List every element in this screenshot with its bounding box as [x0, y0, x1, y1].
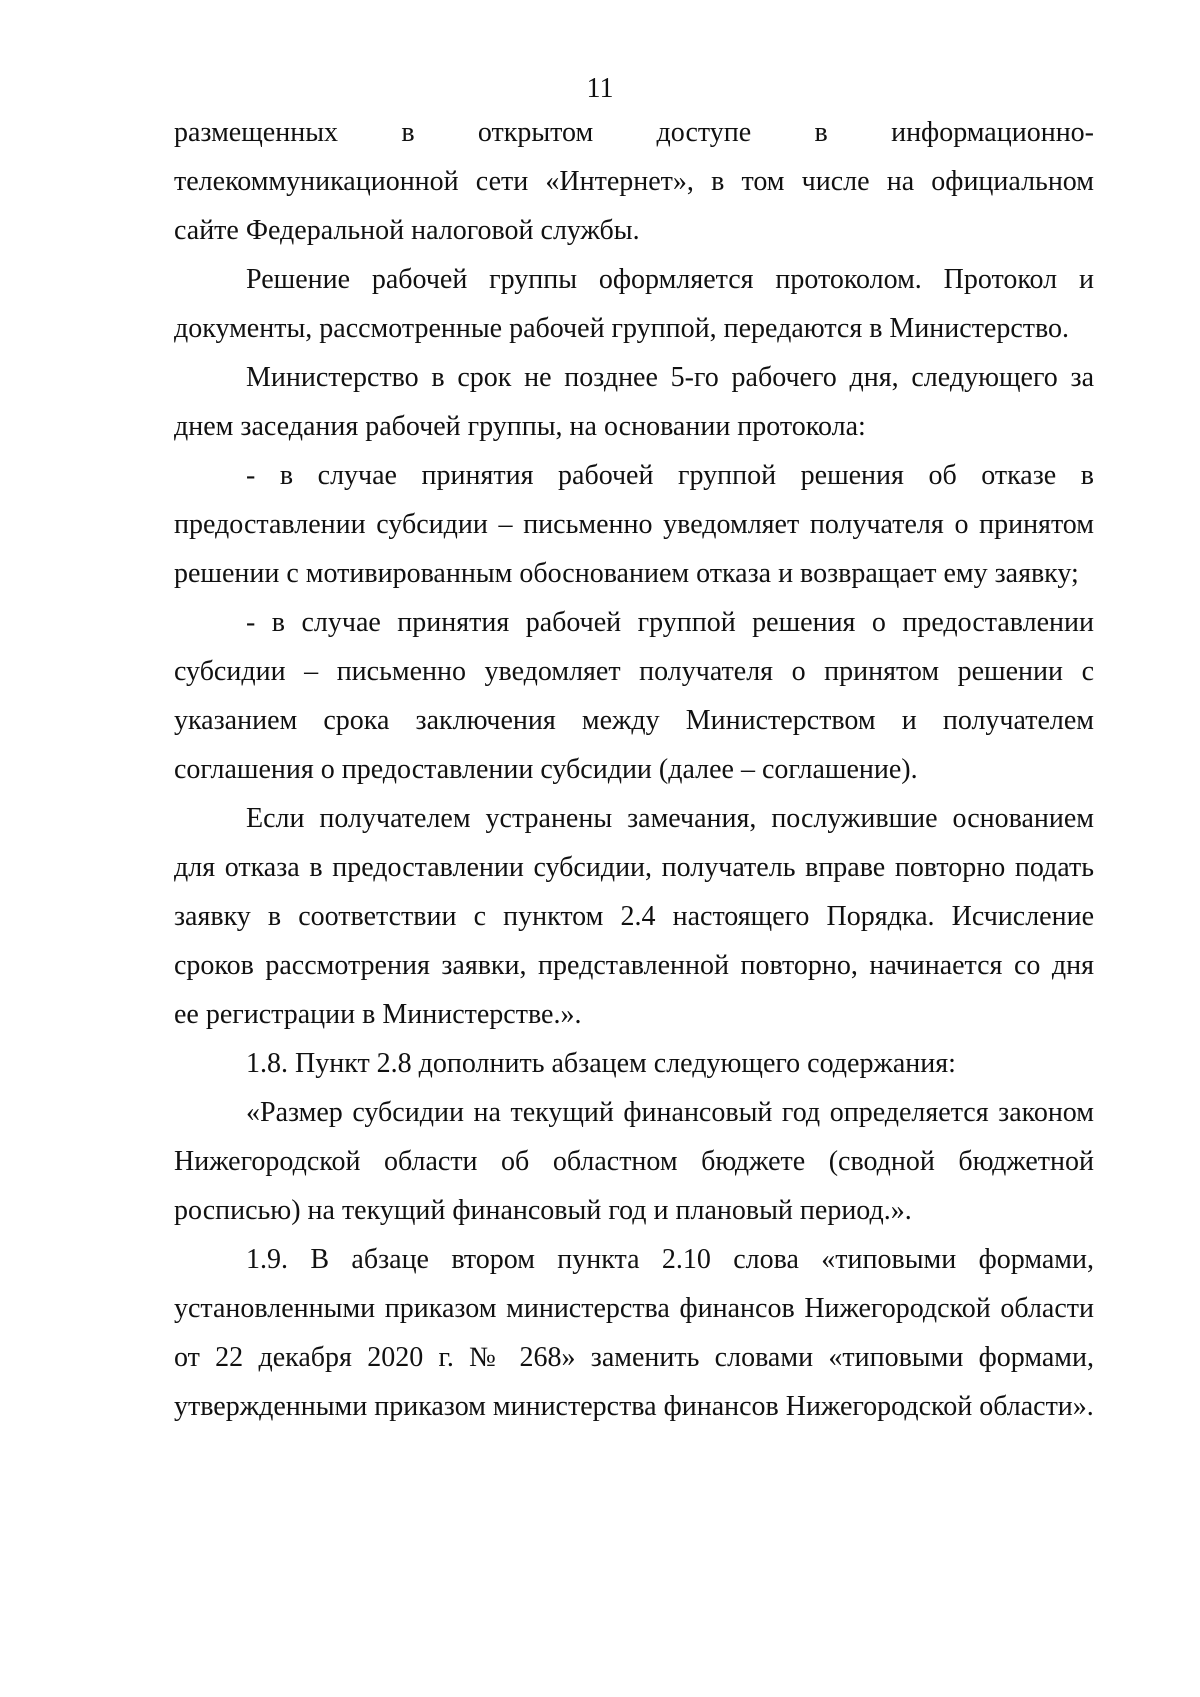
- paragraph-resubmission: Если получателем устранены замечания, послужившие основанием для отказа в предоставлении субсидии, получатель вправе повторно подать заявку в соответствии с пунктом 2.4 настоящего Порядка. Исчисление сроков рассмотрения заявки, представленной повторно, начинается со дня ее регистрации в Министерстве.».: [174, 803, 1094, 1030]
- paragraph-ministry-deadline: Министерство в срок не позднее 5-го рабочего дня, следующего за днем заседания рабочей группы, на основании протокола:: [174, 362, 1094, 442]
- paragraph-subsidy-size: «Размер субсидии на текущий финансовый год определяется законом Нижегородской области об областном бюджете (сводной бюджетной росписью) на текущий финансовый год и плановый период.».: [174, 1097, 1094, 1226]
- paragraph-item-1-8: 1.8. Пункт 2.8 дополнить абзацем следующего содержания:: [246, 1048, 956, 1079]
- paragraph-working-group-decision: Решение рабочей группы оформляется протоколом. Протокол и документы, рассмотренные рабочей группой, передаются в Министерство.: [174, 264, 1094, 344]
- paragraph-item-1-9: 1.9. В абзаце втором пункта 2.10 слова «типовыми формами, установленными приказом министерства финансов Нижегородской области от 22 декабря 2020 г. № 268» заменить словами «типовыми формами, утвержденными приказом министерства финансов Нижегородской области».: [174, 1244, 1094, 1422]
- document-body: [174, 108, 1094, 1431]
- paragraph-refusal-case: - в случае принятия рабочей группой решения об отказе в предоставлении субсидии – письменно уведомляет получателя о принятом решении с мотивированным обоснованием отказа и возвращает ему заявку;: [174, 460, 1094, 589]
- paragraph-continuation: размещенных в открытом доступе в информационно-телекоммуникационной сети «Интернет», в том числе на официальном сайте Федеральной налоговой службы.: [174, 117, 1094, 246]
- paragraph-approval-case: - в случае принятия рабочей группой решения о предоставлении субсидии – письменно уведомляет получателя о принятом решении с указанием срока заключения между Министерством и получателем соглашения о предоставлении субсидии (далее – соглашение).: [174, 607, 1094, 785]
- page-number: 11: [586, 73, 614, 104]
